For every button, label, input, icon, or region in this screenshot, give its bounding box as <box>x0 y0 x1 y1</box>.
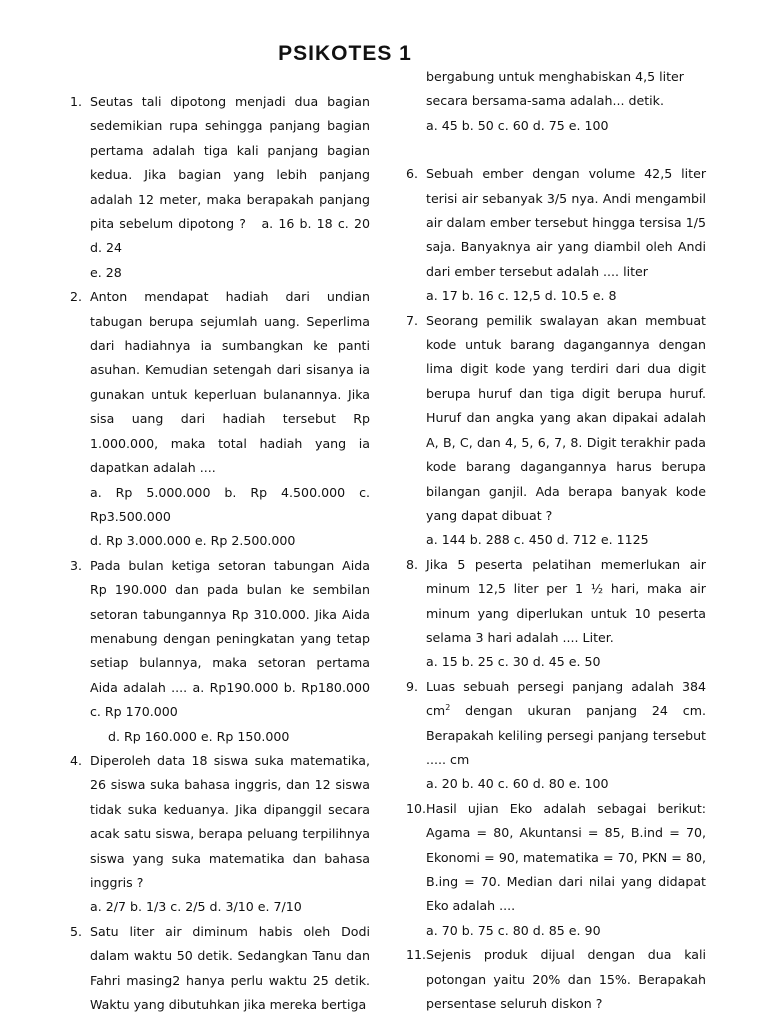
answer-options: a. 17 b. 16 c. 12,5 d. 10.5 e. 8 <box>426 288 617 304</box>
left-column <box>70 90 370 1017</box>
question-5 <box>70 920 370 1018</box>
question-text-fragment: bergabung untuk menghabiskan 4,5 liter <box>426 69 684 84</box>
answer-options: a. 2/7 b. 1/3 c. 2/5 d. 3/10 e. 7/10 <box>90 899 302 915</box>
question-number: 5. <box>70 923 83 939</box>
answer-options: a. Rp 5.000.000 b. Rp 4.500.000 c. <box>90 484 370 500</box>
answer-options: a. 15 b. 25 c. 30 d. 45 e. 50 <box>426 654 601 670</box>
question-text: Jika 5 peserta pelatihan memerlukan air minum 12,5 liter per 1 ½ hari, maka air minum yang diperlukan untuk 10 peserta selama 3 hari adalah .... Liter. <box>426 556 706 645</box>
question-text: secara bersama-sama adalah... detik. <box>426 93 664 109</box>
question-4 <box>70 749 370 920</box>
question-number: 3. <box>70 557 83 573</box>
answer-options: a. 144 b. 288 c. 450 d. 712 e. 1125 <box>426 532 649 548</box>
right-column <box>406 65 706 1016</box>
question-3 <box>70 554 370 749</box>
question-text: Diperoleh data 18 siswa suka matematika, 26 siswa suka bahasa inggris, dan 12 siswa tidak suka keduanya. Jika dipanggil secara acak satu siswa, berapa peluang terpilihnya siswa yang suka matematika dan bahasa inggris ? <box>90 752 370 890</box>
answer-options: d. Rp 3.000.000 e. Rp 2.500.000 <box>90 533 296 549</box>
answer-options: a. 16 b. 18 c. 20 d. 24 <box>90 216 370 256</box>
spacer <box>406 138 706 162</box>
question-text: Hasil ujian Eko adalah sebagai berikut: Agama = 80, Akuntansi = 85, B.ind = 70, Ekonomi = 90, matematika = 70, PKN = 80, B.ing = 70. Median dari nilai yang didapat Eko adalah .... <box>426 800 706 914</box>
question-text: Seutas tali dipotong menjadi dua bagian sedemikian rupa sehingga panjang bagian pertama adalah tiga kali panjang bagian kedua. Jika bagian yang lebih panjang adalah 12 meter, maka berapakah panjang pita sebelum dipotong ? a. 16 b. 18 c. 20 d. 24 <box>90 94 370 256</box>
question-text: Sejenis produk dijual dengan dua kali potongan yaitu 20% dan 15%. Berapakah persentase seluruh diskon ? <box>426 947 706 1012</box>
question-10 <box>406 797 706 943</box>
question-1 <box>70 90 370 285</box>
question-text: Sebuah ember dengan volume 42,5 liter terisi air sebanyak 3/5 nya. Andi mengambil air dalam ember tersebut hingga tersisa 1/5 saja. Banyaknya air yang diambil oleh Andi dari ember tersebut adalah .... liter <box>426 166 706 279</box>
question-text: Satu liter air diminum habis oleh Dodi dalam waktu 50 detik. Sedangkan Tanu dan Fahri masing2 hanya perlu waktu 25 detik. Waktu yang dibutuhkan jika mereka bertiga <box>90 923 370 1013</box>
question-6 <box>406 162 706 308</box>
question-number: 6. <box>406 166 419 182</box>
question-text: Seorang pemilik swalayan akan membuat kode untuk barang dagangannya dengan lima digit kode yang terdiri dari dua digit berupa huruf dan tiga digit berupa huruf. Huruf dan angka yang akan dipakai adalah A, B, C, dan 4, 5, 6, 7, 8. Digit terakhir pada kode barang dagangannya harus berupa bilangan ganjil. Ada berapa banyak kode yang dapat dibuat ? <box>426 312 706 523</box>
answer-options: Rp3.500.000 <box>90 508 171 524</box>
answer-options: d. Rp 160.000 e. Rp 150.000 <box>108 728 290 744</box>
question-number: 8. <box>406 556 419 572</box>
answer-options: a. 45 b. 50 c. 60 d. 75 e. 100 <box>426 117 609 133</box>
answer-options: e. 28 <box>90 264 122 280</box>
question-number: 11. <box>406 947 427 963</box>
question-number: 9. <box>406 678 419 694</box>
question-number: 7. <box>406 312 419 328</box>
question-text: Luas sebuah persegi panjang adalah 384 $cm^2$ dengan ukuran panjang 24 cm. Berapakah keliling persegi panjang tersebut ..... cm <box>426 678 706 767</box>
question-5-continued <box>406 65 706 138</box>
question-number: 2. <box>70 289 83 305</box>
question-2 <box>70 285 370 553</box>
page-title: PSIKOTES 1 <box>278 42 412 65</box>
question-7 <box>406 309 706 553</box>
question-number: 10. <box>406 800 427 816</box>
question-text: Pada bulan ketiga setoran tabungan Aida Rp 190.000 dan pada bulan ke sembilan setoran tabungannya Rp 310.000. Jika Aida menabung dengan peningkatan yang tetap setiap bulannya, maka setoran pertama Aida adalah .... a. Rp190.000 b. Rp180.000 c. Rp 170.000 <box>90 557 370 720</box>
question-8 <box>406 553 706 675</box>
question-11 <box>406 943 706 1016</box>
answer-options: a. 70 b. 75 c. 80 d. 85 e. 90 <box>426 922 601 938</box>
answer-options: a. 20 b. 40 c. 60 d. 80 e. 100 <box>426 776 609 792</box>
question-number: 4. <box>70 752 83 768</box>
question-text: Anton mendapat hadiah dari undian tabugan berupa sejumlah uang. Seperlima dari hadiahnya ia sumbangkan ke panti asuhan. Kemudian setengah dari sisanya ia gunakan untuk keperluan bulanannya. Jika sisa uang dari hadiah tersebut Rp 1.000.000, maka total hadiah yang ia dapatkan adalah .... <box>90 289 370 476</box>
question-9 <box>406 675 706 797</box>
superscript: 2 <box>445 702 451 712</box>
question-number: 1. <box>70 94 83 109</box>
